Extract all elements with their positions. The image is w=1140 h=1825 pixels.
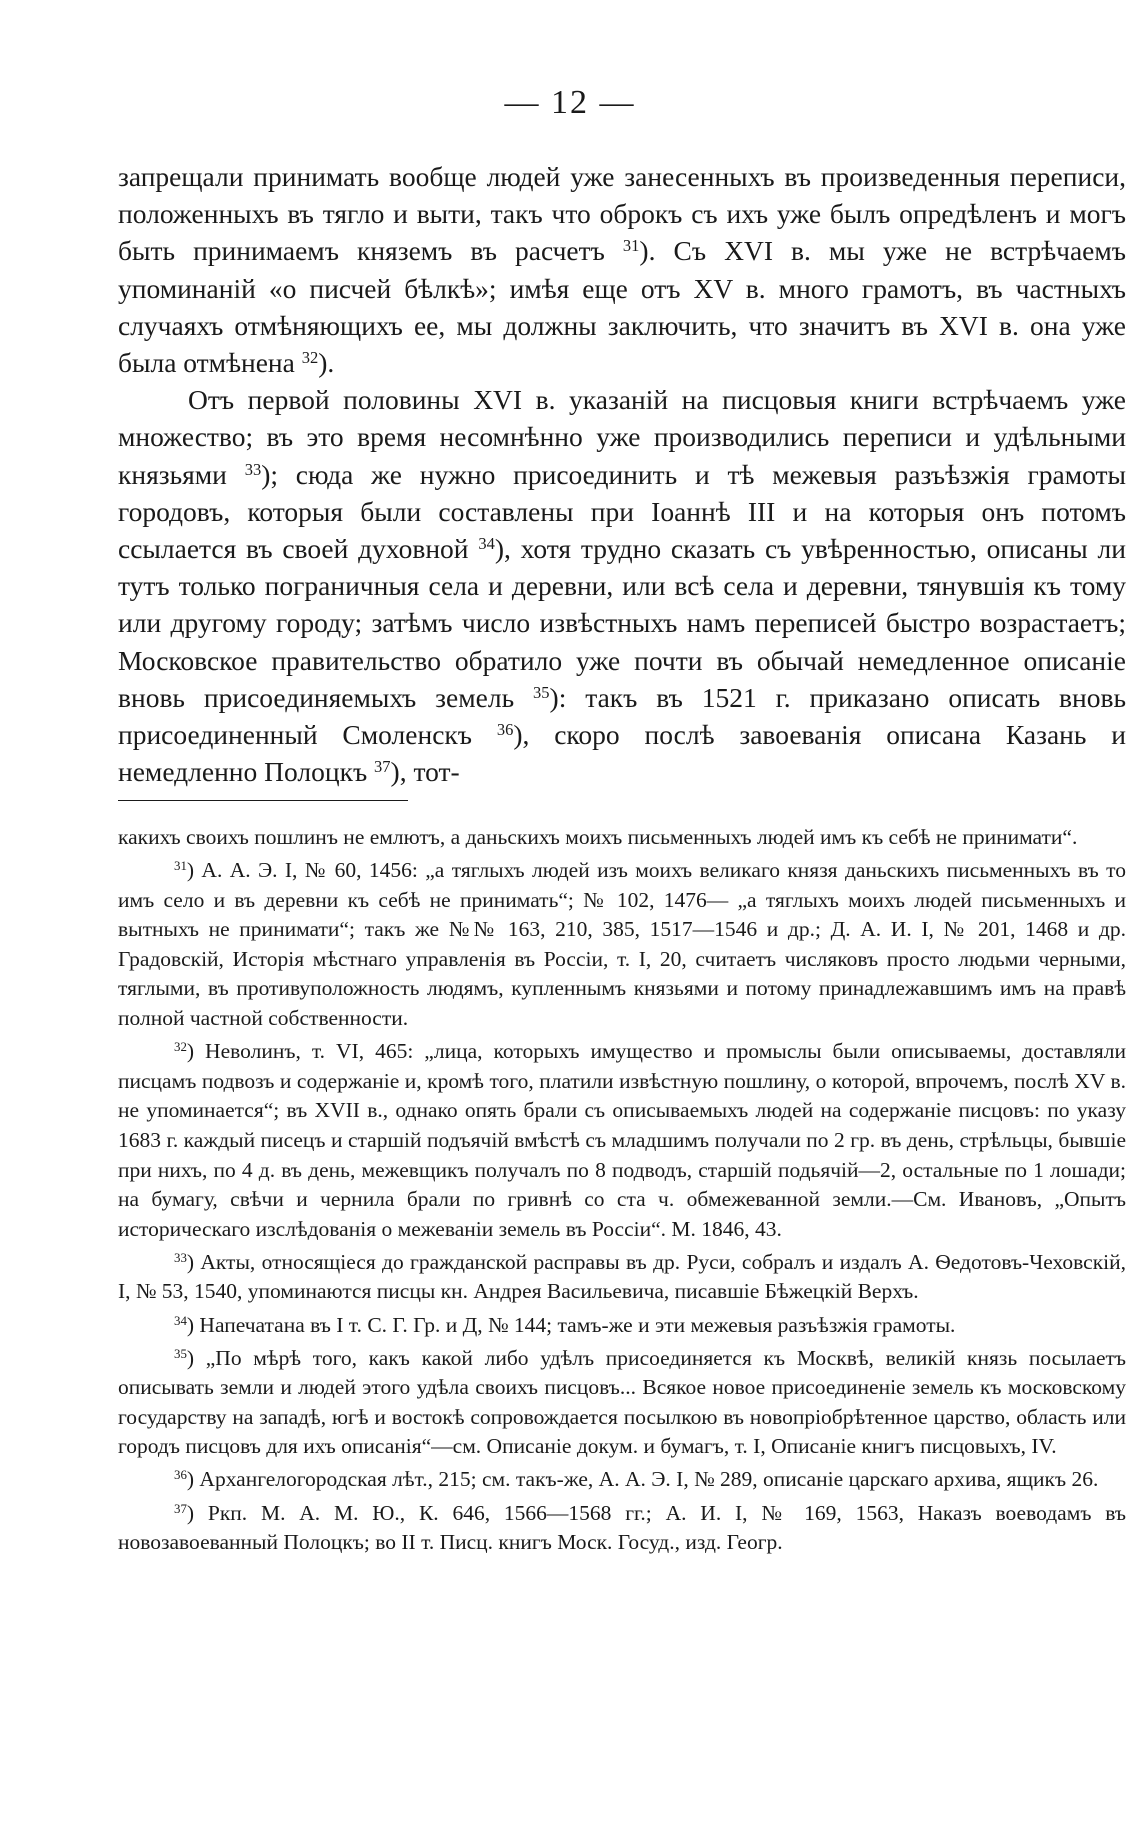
paragraph: [118, 158, 1126, 381]
paragraph-text: ): такъ въ 1521 г. приказано описать вновь присоединенный Смоленскъ: [118, 681, 1126, 751]
footnote-number: 36: [174, 1468, 187, 1483]
footnote: [118, 1344, 1126, 1462]
paragraph-text: ). Съ XVI в. мы уже не встрѣчаемъ упоминаній «о писчей бѣлкѣ»; имѣя еще отъ XV в. много грамотъ, въ частныхъ случаяхъ отмѣняющихъ ее, мы должны заключить, что значитъ въ XVI в. она уже была отмѣнена: [118, 235, 1126, 379]
paragraph-text: ), хотя трудно сказать съ увѣренностью, описаны ли тутъ только пограничныя села и деревни, или всѣ села и деревни, тянувшія къ тому или другому городу; затѣмъ число извѣстныхъ намъ переписей быстро возрастаетъ; Московское правительство обратило уже почти въ обычай немедленное описаніе вновь присоединяемыхъ земель: [118, 533, 1126, 713]
footnote: [118, 1248, 1126, 1307]
footnotes: [118, 823, 1126, 1558]
footnote-text: ) „По мѣрѣ того, какъ какой либо удѣлъ присоединяется къ Москвѣ, великій князь посылаетъ описывать земли и людей этого удѣла своихъ писцовъ... Всякое новое присоединеніе земель къ московскому государству на западѣ, югѣ и востокѣ сопровождается посылкою въ новопріобрѣтенное царство, область или городъ писцовъ для ихъ описанія“—см. Описаніе докум. и бумагъ, т. I, Описаніе книгъ писцовыхъ, IV.: [118, 1345, 1126, 1459]
footnote-text: ) Неволинъ, т. VI, 465: „лица, которыхъ имущество и промыслы были описываемы, доставляли писцамъ подвозъ и содержаніе и, кромѣ того, платили извѣстную пошлину, о которой, впрочемъ, послѣ XV в. не упоминается“; въ XVII в., однако опять брали съ описываемыхъ людей на содержаніе писцовъ: по указу 1683 г. каждый писецъ и старшій подъячій вмѣстѣ съ младшимъ получали по 2 гр. въ день, стрѣльцы, бывшіе при нихъ, по 4 д. въ день, межевщикъ получалъ по 8 подводъ, старшій подьячій—2, остальные по 1 лошади; на бумагу, свѣчи и чернила брали по гривнѣ со ста ч. обмежеванной земли.—См. Ивановъ, „Опытъ историческаго изслѣдованія о межеваніи земель въ Россіи“. М. 1846, 43.: [118, 1039, 1126, 1241]
footnote-reference: 31: [622, 236, 640, 256]
footnote-divider: [118, 800, 408, 801]
footnote-reference: 36: [496, 719, 514, 739]
paragraph-text: ); сюда же нужно присоединить и тѣ межевыя разъѣзжія грамоты городовъ, которыя были составлены при Іоаннѣ III и на которыя онъ потомъ ссылается въ своей духовной: [118, 458, 1127, 565]
paragraph-text: ).: [318, 347, 335, 379]
footnote-reference: 34: [478, 533, 495, 553]
footnote-reference: 35: [533, 682, 550, 702]
footnote-reference: 32: [301, 347, 319, 367]
footnote: [118, 856, 1126, 1034]
footnote-text: ) Акты, относящіеся до гражданской расправы въ др. Руси, собралъ и издалъ А. Ѳедотовъ-Чеховскій, I, № 53, 1540, упоминаются писцы кн. Андрея Васильевича, писавшіе Бѣжецкій Верхъ.: [118, 1249, 1126, 1304]
footnote-number: 34: [174, 1313, 187, 1328]
footnote: [118, 1465, 1126, 1495]
footnote: [118, 1499, 1126, 1558]
footnote-reference: 37: [374, 757, 391, 777]
paragraph-text: ), скоро послѣ завоеванія описана Казань и немедленно Полоцкъ: [118, 719, 1126, 788]
footnote-number: 37: [174, 1501, 187, 1516]
footnote-text: ) Архангелогородская лѣт., 215; см. такъ-же, А. А. Э. I, № 289, описаніе царскаго архива, ящикъ 26.: [186, 1467, 1099, 1492]
footnote-number: 33: [174, 1250, 187, 1265]
footnote-number: 31: [174, 859, 187, 873]
footnote-number: 32: [174, 1040, 187, 1055]
footnote: [118, 1037, 1126, 1244]
footnote-number: 35: [174, 1346, 187, 1361]
paragraph-text: запрещали принимать вообще людей уже занесенныхъ въ произведенныя переписи, положенныхъ въ тягло и выти, такъ что оброкъ съ ихъ уже былъ опредѣленъ и могъ быть принимаемъ княземъ въ расчетъ: [118, 161, 1126, 267]
footnote-text: ) Ркп. М. А. М. Ю., К. 646, 1566—1568 гг.; А. И. I, № 169, 1563, Наказъ воеводамъ въ новозавоеванный Полоцкъ; во II т. Писц. книгъ Моск. Госуд., изд. Геогр.: [118, 1500, 1126, 1555]
paragraph-text: Отъ первой половины XVI в. указаній на писцовыя книги встрѣчаемъ уже множество; въ это время несомнѣнно уже производились переписи и удѣльными князьями: [118, 384, 1126, 490]
page-number: — 12 —: [504, 84, 636, 121]
main-text: [118, 158, 1126, 790]
paragraph: [118, 381, 1126, 790]
footnote-continuation: какихъ своихъ пошлинъ не емлютъ, а даньскихъ моихъ письменныхъ людей имъ къ себѣ не принимати“.: [118, 825, 1078, 849]
footnote: [118, 1311, 1126, 1341]
footnote-text: ) А. А. Э. I, № 60, 1456: „а тяглыхъ людей изъ моихъ великаго князя даньскихъ письменныхъ въ то имъ село и въ деревни къ себѣ не принимать“; № 102, 1476— „а тяглыхъ моихъ людей письменныхъ и вытныхъ не принимати“; такъ же №№ 163, 210, 385, 1517—1546 и др.; Д. А. И. I, № 201, 1468 и др. Градовскій, Исторія мѣстнаго управленія въ Россіи, т. I, 20, считаетъ числяковъ просто людьми черными, тяглыми, въ противуположность людямъ, купленнымъ князьями и потому принадлежавшимъ имъ на правѣ полной частной собственности.: [118, 858, 1126, 1031]
footnote-text: ) Напечатана въ I т. С. Г. Гр. и Д, № 144; тамъ-же и эти межевыя разъѣзжія грамоты.: [186, 1312, 956, 1337]
paragraph-text: ), тот-: [390, 756, 460, 788]
footnote-reference: 33: [244, 459, 262, 479]
